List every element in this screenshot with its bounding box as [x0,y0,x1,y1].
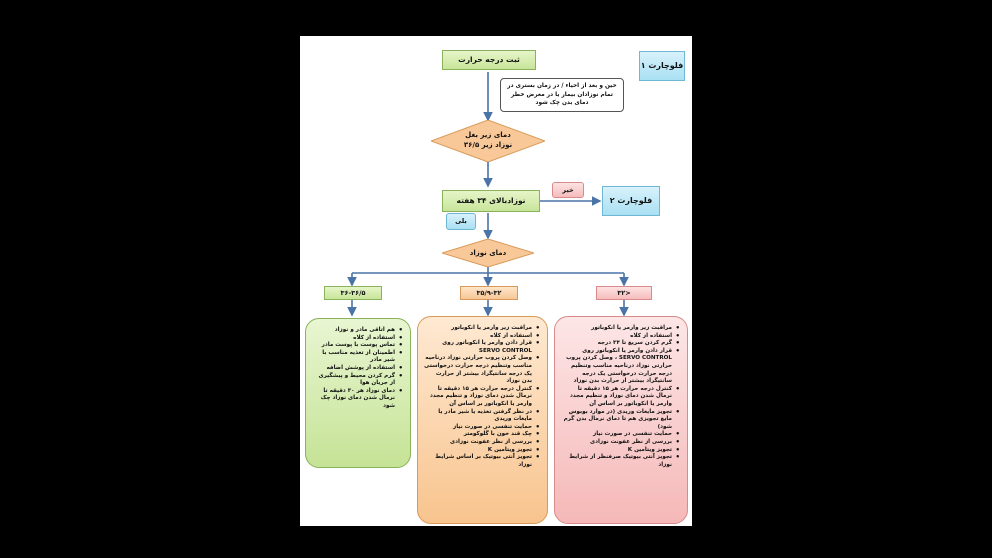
branch-panel-mild [305,318,411,468]
decision-newborn-temp [442,239,534,267]
decision1-line1: دمای زیر بغل [465,131,511,139]
care-item: • هم اتاقی مادر و نوزاد [312,327,395,335]
care-item: • کنترل درجه حرارت هر ۱۵ دقیقه تا نرمال شدن دمای نوزاد و تنظیم مجدد وارمر یا انکوباتور بر اساس آن [561,386,672,409]
care-item: • تجویز ویتامین K [561,447,672,455]
branch-range-label: <۳۲ [596,286,652,300]
mild-care-list [312,327,404,411]
branch-range-label: ۳۶-۳۶/۵ [324,286,382,300]
decision2-label: دمای نوزاد [469,249,507,257]
decision-axillary-temp [431,120,545,162]
care-item: • تجویز آنتی بیوتیک بر اساس شرایط نوزاد [424,454,532,469]
note-box: حین و بعد از احیاء / در زمان بستری در تمام نوزادان بیمار یا در معرض خطر دمای بدن چک شود [500,78,624,112]
care-item: • استفاده از کلاه [424,333,532,341]
flowchart-2-box: فلوچارت ۲ [602,186,660,216]
branch-range-label: ۳۵/۹-۳۲ [460,286,518,300]
care-item: • بررسی از نظر عفونت نوزادی [424,439,532,447]
care-item: • استفاده از کلاه [561,333,672,341]
care-item: • تجویز آنتی بیوتیک صرفنظر از شرایط نوزاد [561,454,672,469]
no-label: خیر [552,182,584,198]
yes-label: بلی [446,213,476,230]
start-box-record-temperature: ثبت درجه حرارت [442,50,536,70]
care-item: • چک قند خون با گلوکومتر [424,431,532,439]
care-item: • در نظر گرفتن تغذیه یا شیر مادر یا مایعات وریدی [424,409,532,424]
flowchart-title-box: فلوچارت ۱ [639,51,685,81]
care-item: • حمایت تنفسی در صورت نیاز [561,431,672,439]
care-item: • اطمینان از تغذیه مناسب با شیر مادر [312,350,395,365]
care-item: • استفاده از پوشش اضافه [312,365,395,373]
severe-care-list [561,325,681,469]
moderate-care-list [424,325,541,469]
branch-panel-severe [554,316,688,524]
gestation-over-34-weeks-box: نوزادبالای ۳۴ هفته [442,190,540,212]
care-item: • مراقبت زیر وارمر یا انکوباتور [561,325,672,333]
flowchart-slide [300,36,692,526]
branch-panel-moderate [417,316,548,524]
care-item: • مراقبت زیر وارمر یا انکوباتور [424,325,532,333]
care-item: • کنترل درجه حرارت هر ۱۵ دقیقه تا نرمال شدن دمای نوزاد و تنظیم مجدد وارمر یا انکوباتور بر اساس آن [424,386,532,409]
care-item: • تجویز مایعات وریدی (در موارد بوبوس مایع تجویزی هم تا دمای نرمال بدن گرم شود) [561,409,672,432]
care-item: • حمایت تنفسی در صورت نیاز [424,424,532,432]
care-item: • وصل کردن پروب حرارتی نوزاد درناحیه مناسب وتنظیم درجه حرارت درخواستی یک درجه سانتیگراد بیشتر از حرارت بدن نوزاد [424,355,532,385]
care-item: • استفاده از کلاه [312,335,395,343]
decision1-line2: نوزاد زیر ۳۶/۵ [463,141,513,149]
care-item: • قرار دادن وارمر یا انکوباتور روی SERVO CONTROL ، وصل کردن پروب حرارتی نوزاد درناحیه مناسب وتنظیم درجه حرارت درخواستی یک درجه سانتیگراد بیشتر از حرارت بدن نوزاد [561,348,672,386]
care-item: • گرم کردن سریع تا ۳۴ درجه [561,340,672,348]
care-item: • تجویز ویتامین K [424,447,532,455]
care-item: • تماس پوست با پوست مادر [312,342,395,350]
care-item: • گرم کردن محیط و پیشگیری از جریان هوا [312,373,395,388]
care-item: • دمای نوزاد هر ۳۰ دقیقه تا نرمال شدن دمای نوزاد چک شود [312,388,395,411]
care-item: • قرار دادن وارمر یا انکوباتور روی SERVO CONTROL [424,340,532,355]
care-item: • بررسی از نظر عفونت نوزادی [561,439,672,447]
